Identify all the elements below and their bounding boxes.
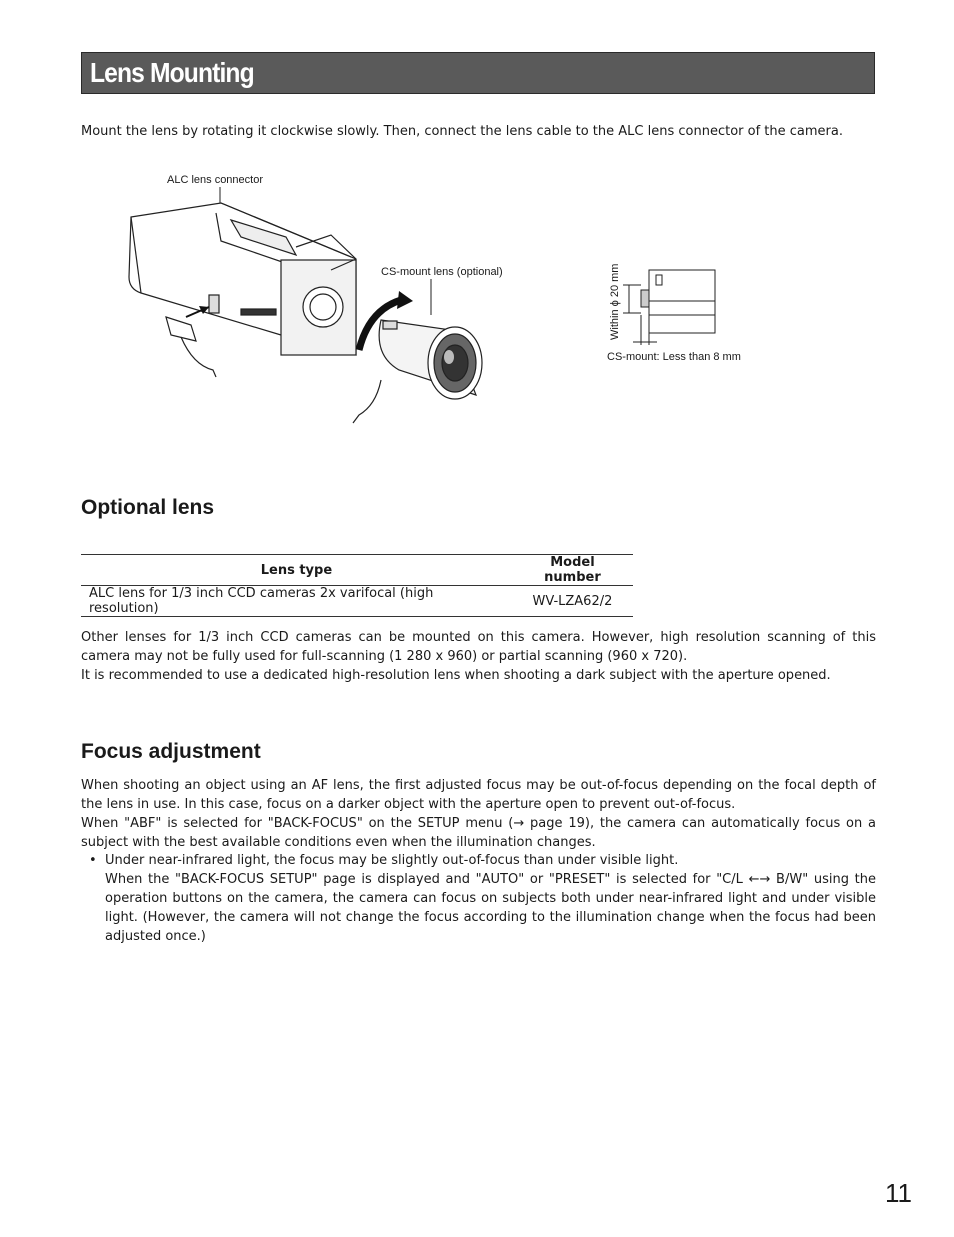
cs-mount-dimension-diagram [623, 270, 715, 345]
lens-mounting-illustration [81, 165, 781, 435]
optional-lens-notes [81, 628, 876, 685]
bullet-line: Under near-infrared light, the focus may be slightly out-of-focus than under visible light. [105, 853, 679, 868]
optional-lens-paragraph: It is recommended to use a dedicated high-resolution lens when shooting a dark subject with the aperture opened. [81, 668, 831, 683]
bullet-marker: • [89, 853, 97, 868]
camera-body-drawing [129, 203, 356, 377]
page-title: Lens Mounting [90, 57, 254, 88]
table-header-model-number: Model number [512, 555, 633, 586]
intro-text: Mount the lens by rotating it clockwise slowly. Then, connect the lens cable to the ALC lens connector of the camera. [81, 124, 843, 139]
cs-mount-depth-label: CS-mount: Less than 8 mm [607, 351, 741, 363]
page-number: 11 [885, 1178, 912, 1208]
optional-lens-table [81, 554, 633, 617]
table-row [81, 586, 633, 617]
alc-connector-label: ALC lens connector [167, 174, 263, 186]
cs-mount-lens-drawing [353, 320, 482, 423]
focus-paragraph: When "ABF" is selected for "BACK-FOCUS" on the SETUP menu (→ page 19), the camera can automatically focus on a subject with the best available conditions even when the illumination changes. [81, 816, 876, 850]
focus-paragraph: When shooting an object using an AF lens, the first adjusted focus may be out-of-focus depending on the focal depth of the lens in use. In this case, focus on a darker object with the aperture open to prevent out-of-focus. [81, 778, 876, 812]
table-header-lens-type: Lens type [81, 555, 512, 586]
optional-lens-paragraph: Other lenses for 1/3 inch CCD cameras can be mounted on this camera. However, high resolution scanning of this camera may not be fully used for full-scanning (1 280 x 960) or partial scanning (960 x 720). [81, 630, 876, 664]
table-header-row [81, 555, 633, 586]
focus-adjustment-heading: Focus adjustment [81, 740, 261, 763]
within-20mm-label: Within ϕ 20 mm [609, 263, 621, 340]
cs-lens-label: CS-mount lens (optional) [381, 266, 503, 278]
focus-adjustment-text [81, 776, 876, 852]
lens-type-cell: ALC lens for 1/3 inch CCD cameras 2x varifocal (high resolution) [81, 586, 512, 617]
model-number-cell: WV-LZA62/2 [512, 586, 633, 617]
optional-lens-heading: Optional lens [81, 496, 215, 519]
focus-bullet-item [81, 851, 876, 946]
section-title-bar [81, 52, 875, 94]
bullet-line: When the "BACK-FOCUS SETUP" page is displayed and "AUTO" or "PRESET" is selected for "C/L ←→ B/W" using the operation buttons on the camera, the camera can focus on subjects both under near-infrared light and under visible light. (However, the camera will not change the focus according to the illumination change when the focus had been adjusted once.) [105, 872, 876, 944]
